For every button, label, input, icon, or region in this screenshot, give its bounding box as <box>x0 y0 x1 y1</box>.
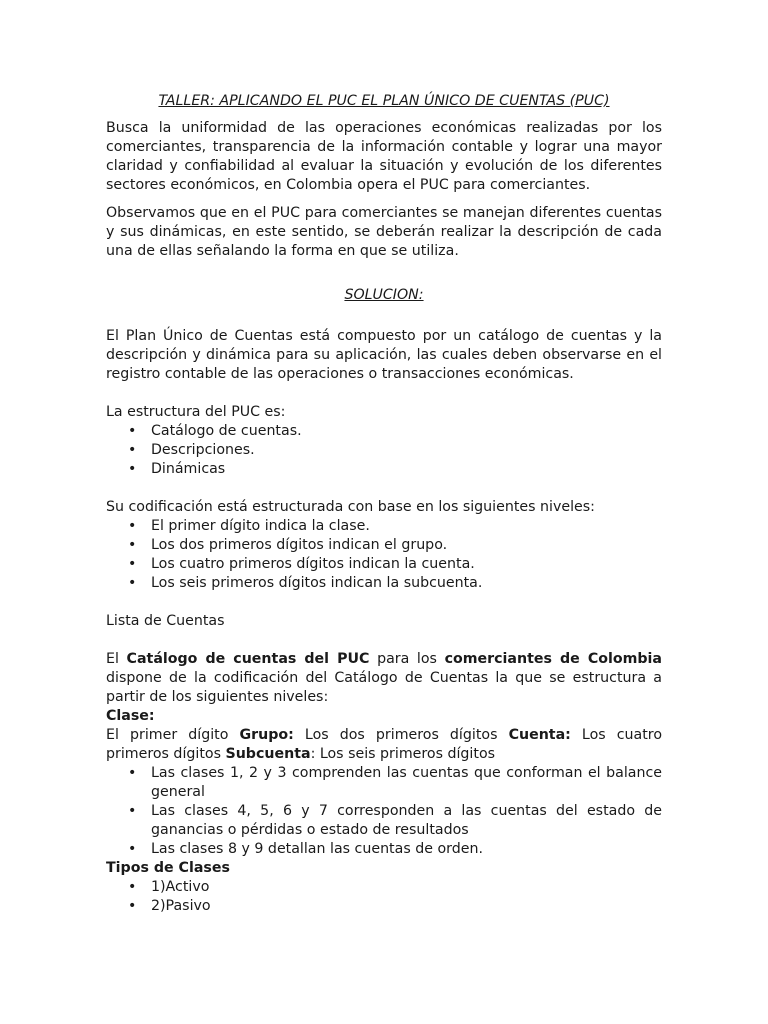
list-heading: Lista de Cuentas <box>106 613 225 629</box>
bullet-icon: • <box>128 537 137 553</box>
list-item: • 1)Activo <box>128 879 210 895</box>
bullet-icon: • <box>128 423 137 439</box>
bullet-icon: • <box>128 518 137 534</box>
types-list <box>106 878 662 916</box>
list-item: • Dinámicas <box>128 461 226 477</box>
document-title: TALLER: APLICANDO EL PUC EL PLAN ÚNICO DE CUENTAS (PUC) <box>158 93 610 109</box>
bullet-icon: • <box>128 442 137 458</box>
catalog-paragraph: El Catálogo de cuentas del PUC para los comerciantes de Colombia dispone de la codificación del Catálogo de Cuentas la que se estructura a partir de los siguientes niveles: <box>106 651 662 705</box>
intro-paragraph-1: Busca la uniformidad de las operaciones económicas realizadas por los comerciantes, transparencia de la información contable y lograr una mayor claridad y confiabilidad al evaluar la situación y evolución de los diferentes sectores económicos, en Colombia opera el PUC para comerciantes. <box>106 120 662 193</box>
bullet-icon: • <box>128 461 137 477</box>
types-heading: Tipos de Clases <box>106 860 230 876</box>
coding-intro: Su codificación está estructurada con base en los siguientes niveles: <box>106 499 595 515</box>
list-item: • Los cuatro primeros dígitos indican la cuenta. <box>128 556 475 572</box>
structure-intro: La estructura del PUC es: <box>106 404 286 420</box>
list-item: • Los seis primeros dígitos indican la subcuenta. <box>128 575 483 591</box>
list-item: • Las clases 8 y 9 detallan las cuentas de orden. <box>128 841 483 857</box>
list-item: • El primer dígito indica la clase. <box>128 518 370 534</box>
list-item: • Catálogo de cuentas. <box>128 423 302 439</box>
bullet-icon: • <box>128 765 137 781</box>
bullet-icon: • <box>128 803 137 819</box>
bullet-icon: • <box>128 556 137 572</box>
structure-list <box>106 422 662 479</box>
list-item: • Descripciones. <box>128 442 255 458</box>
list-item: • Las clases 1, 2 y 3 comprenden las cuentas que conforman el balance general <box>128 765 662 800</box>
levels-paragraph: El primer dígito Grupo: Los dos primeros dígitos Cuenta: Los cuatro primeros dígitos Subcuenta: Los seis primeros dígitos <box>106 727 662 762</box>
list-item: • Los dos primeros dígitos indican el grupo. <box>128 537 448 553</box>
bullet-icon: • <box>128 898 137 914</box>
bullet-icon: • <box>128 841 137 857</box>
bullet-icon: • <box>128 575 137 591</box>
solution-paragraph: El Plan Único de Cuentas está compuesto por un catálogo de cuentas y la descripción y dinámica para su aplicación, las cuales deben observarse en el registro contable de las operaciones o transacciones económicas. <box>106 328 662 382</box>
bullet-icon: • <box>128 879 137 895</box>
list-item: • 2)Pasivo <box>128 898 211 914</box>
intro-paragraph-2: Observamos que en el PUC para comerciantes se manejan diferentes cuentas y sus dinámicas, en este sentido, se deberán realizar la descripción de cada una de ellas señalando la forma en que se utiliza. <box>106 205 662 259</box>
solution-title: SOLUCION: <box>344 287 424 303</box>
coding-list <box>106 517 662 593</box>
list-item: • Las clases 4, 5, 6 y 7 corresponden a las cuentas del estado de ganancias o pérdidas o estado de resultados <box>128 803 662 838</box>
class-list <box>106 764 662 859</box>
clase-label: Clase: <box>106 708 155 724</box>
